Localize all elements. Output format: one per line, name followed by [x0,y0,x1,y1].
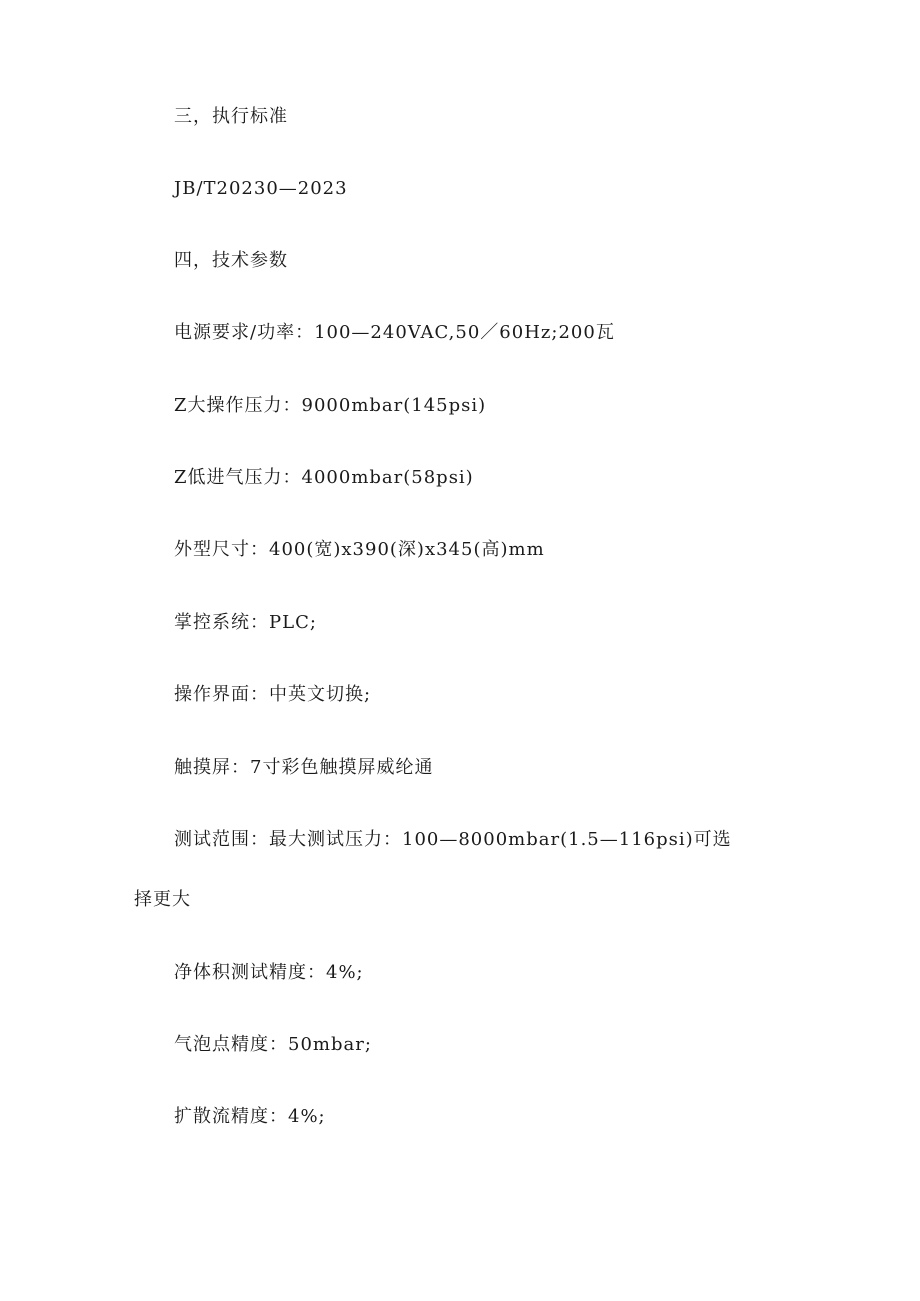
param-power: 电源要求/功率：100—240VAC,50／60Hz;200瓦 [174,322,615,343]
param-test-range-continued: 择更大 [134,889,191,910]
param-diffusion-accuracy: 扩散流精度：4%; [174,1106,326,1127]
param-bubble-point-accuracy: 气泡点精度：50mbar; [174,1034,372,1055]
param-volume-accuracy: 净体积测试精度：4%; [174,962,364,983]
param-max-pressure: Z大操作压力：9000mbar(145psi) [174,395,487,416]
section-heading-standard: 三，执行标准 [174,106,288,127]
param-min-inlet-pressure: Z低进气压力：4000mbar(58psi) [174,467,474,488]
param-touchscreen: 触摸屏：7寸彩色触摸屏威纶通 [174,757,434,778]
param-interface: 操作界面：中英文切换; [174,684,372,705]
param-test-range: 测试范围：最大测试压力：100—8000mbar(1.5—116psi)可选 [174,829,732,850]
standard-code: JB/T20230—2023 [174,178,348,199]
param-dimensions: 外型尺寸：400(宽)x390(深)x345(高)mm [174,539,545,560]
section-heading-parameters: 四，技术参数 [174,250,288,271]
param-control-system: 掌控系统：PLC; [174,612,317,633]
